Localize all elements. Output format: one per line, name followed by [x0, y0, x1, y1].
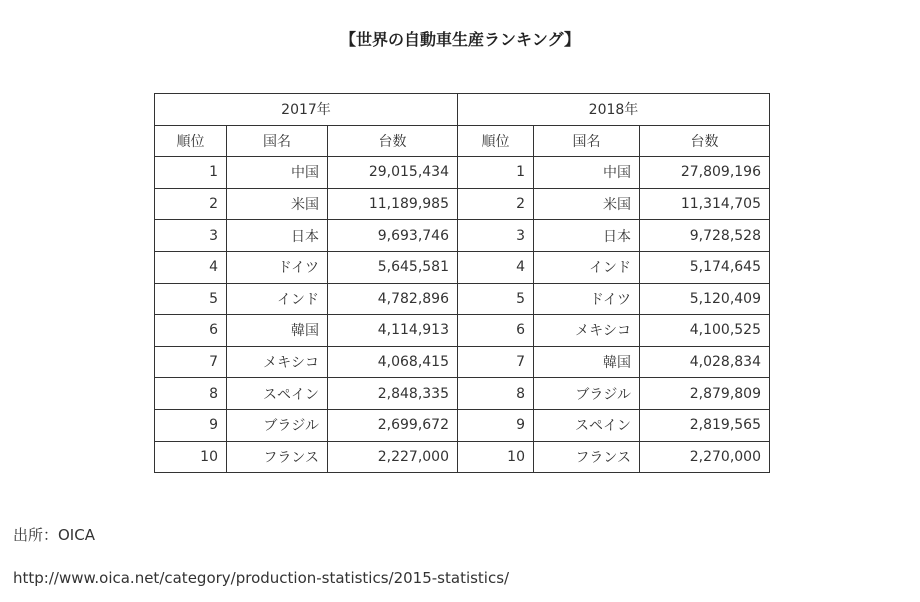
count-header-2018: 台数 [640, 125, 770, 157]
count-header-2017: 台数 [328, 125, 458, 157]
count-2018: 9,728,528 [640, 220, 770, 252]
country-2018: 日本 [534, 220, 640, 252]
table-row [155, 315, 770, 347]
country-2018: 米国 [534, 188, 640, 220]
rank-2018: 1 [458, 157, 534, 189]
table-row [155, 220, 770, 252]
count-2018: 4,028,834 [640, 346, 770, 378]
country-2017: 韓国 [227, 315, 328, 347]
rank-2018: 8 [458, 378, 534, 410]
rank-2017: 7 [155, 346, 227, 378]
table-row [155, 346, 770, 378]
table-row [155, 378, 770, 410]
count-2017: 29,015,434 [328, 157, 458, 189]
count-2018: 27,809,196 [640, 157, 770, 189]
count-2018: 5,174,645 [640, 251, 770, 283]
count-2017: 5,645,581 [328, 251, 458, 283]
country-2017: メキシコ [227, 346, 328, 378]
country-header-2018: 国名 [534, 125, 640, 157]
country-2017: 中国 [227, 157, 328, 189]
country-2018: スペイン [534, 409, 640, 441]
rank-2018: 5 [458, 283, 534, 315]
ranking-body [155, 157, 770, 473]
rank-2018: 10 [458, 441, 534, 473]
count-2018: 2,879,809 [640, 378, 770, 410]
column-header-row [155, 125, 770, 157]
ranking-table [154, 93, 770, 473]
country-2017: インド [227, 283, 328, 315]
count-2017: 2,699,672 [328, 409, 458, 441]
rank-2018: 4 [458, 251, 534, 283]
country-2018: メキシコ [534, 315, 640, 347]
count-2018: 2,270,000 [640, 441, 770, 473]
count-2018: 5,120,409 [640, 283, 770, 315]
table-row [155, 409, 770, 441]
country-2017: スペイン [227, 378, 328, 410]
year-header-row [155, 94, 770, 126]
country-2018: 中国 [534, 157, 640, 189]
country-2018: ブラジル [534, 378, 640, 410]
page-title: 【世界の自動車生産ランキング】 [339, 30, 580, 49]
country-2017: 日本 [227, 220, 328, 252]
count-2017: 2,227,000 [328, 441, 458, 473]
count-2017: 4,068,415 [328, 346, 458, 378]
country-2018: フランス [534, 441, 640, 473]
rank-2017: 2 [155, 188, 227, 220]
country-2017: ブラジル [227, 409, 328, 441]
count-2018: 4,100,525 [640, 315, 770, 347]
count-2017: 2,848,335 [328, 378, 458, 410]
table-row [155, 251, 770, 283]
country-2017: 米国 [227, 188, 328, 220]
rank-2017: 9 [155, 409, 227, 441]
rank-2017: 3 [155, 220, 227, 252]
count-2017: 11,189,985 [328, 188, 458, 220]
rank-2017: 10 [155, 441, 227, 473]
rank-2018: 6 [458, 315, 534, 347]
rank-2017: 5 [155, 283, 227, 315]
country-2018: インド [534, 251, 640, 283]
count-2017: 4,114,913 [328, 315, 458, 347]
count-2017: 9,693,746 [328, 220, 458, 252]
table-row [155, 283, 770, 315]
rank-2018: 9 [458, 409, 534, 441]
rank-2017: 8 [155, 378, 227, 410]
rank-header-2017: 順位 [155, 125, 227, 157]
country-2018: ドイツ [534, 283, 640, 315]
count-2018: 11,314,705 [640, 188, 770, 220]
count-2018: 2,819,565 [640, 409, 770, 441]
country-header-2017: 国名 [227, 125, 328, 157]
country-2017: フランス [227, 441, 328, 473]
source-url[interactable]: http://www.oica.net/category/production-statistics/2015-statistics/ [13, 569, 510, 587]
table-row [155, 157, 770, 189]
table-row [155, 441, 770, 473]
source-note: 出所：OICA [13, 526, 95, 544]
rank-2017: 1 [155, 157, 227, 189]
rank-2018: 3 [458, 220, 534, 252]
country-2018: 韓国 [534, 346, 640, 378]
rank-2018: 2 [458, 188, 534, 220]
year-2018-header: 2018年 [458, 94, 770, 126]
count-2017: 4,782,896 [328, 283, 458, 315]
rank-2017: 4 [155, 251, 227, 283]
table-row [155, 188, 770, 220]
country-2017: ドイツ [227, 251, 328, 283]
year-2017-header: 2017年 [155, 94, 458, 126]
rank-header-2018: 順位 [458, 125, 534, 157]
rank-2018: 7 [458, 346, 534, 378]
rank-2017: 6 [155, 315, 227, 347]
